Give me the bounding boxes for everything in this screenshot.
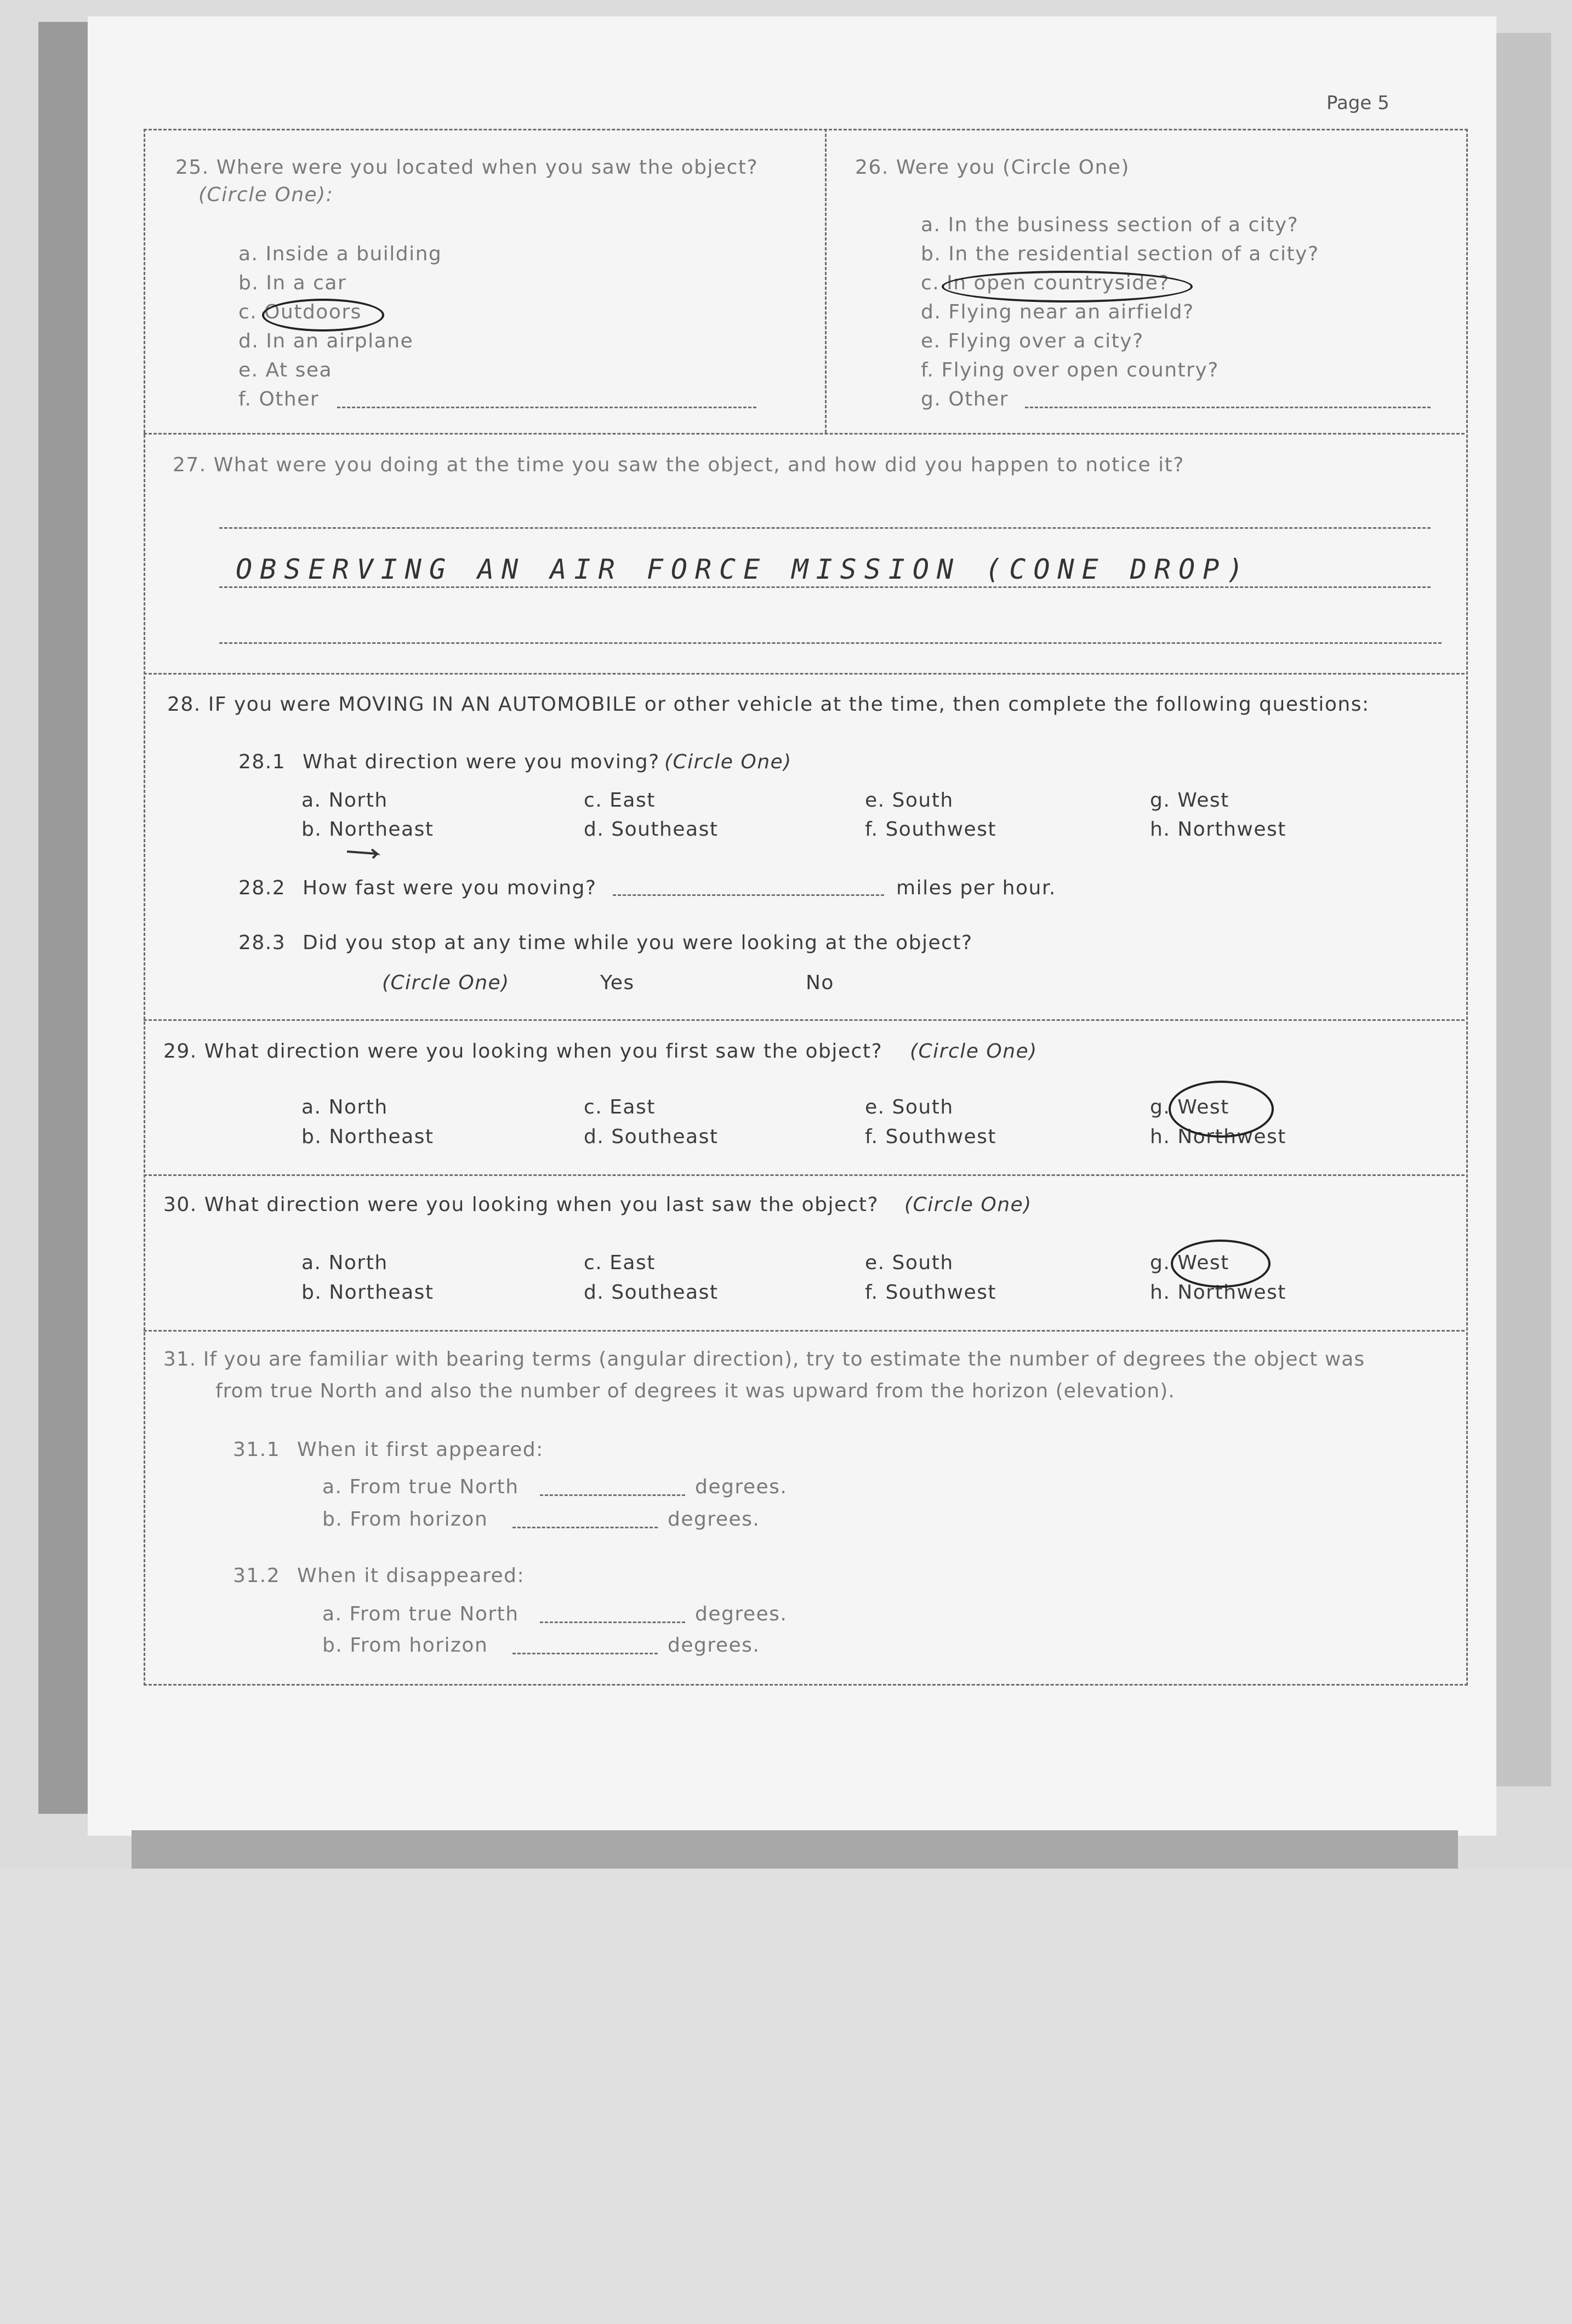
q29-text: 29. What direction were you looking when you first saw the object? <box>163 1040 883 1063</box>
q28-2-speed-field[interactable] <box>613 894 884 896</box>
q27-text: 27. What were you doing at the time you saw the object, and how did you happen to notice it? <box>173 454 1184 476</box>
q31-1-north-field[interactable] <box>540 1494 685 1496</box>
q31-2-horizon-label: b. From horizon <box>322 1634 488 1657</box>
q27-line-3 <box>219 642 1442 644</box>
divider-q27 <box>144 433 1465 435</box>
q28-1-option-b[interactable]: b. Northeast <box>301 818 434 841</box>
q31-text-line-2: from true North and also the number of degrees it was upward from the horizon (elevation). <box>215 1380 1175 1402</box>
q28-1-option-d[interactable]: d. Southeast <box>584 818 719 841</box>
q28-2-label: 28.2 <box>238 877 286 899</box>
q31-2-text: When it disappeared: <box>297 1564 525 1587</box>
q25-other-field[interactable] <box>337 407 756 408</box>
page-number: Page 5 <box>1326 92 1389 114</box>
q27-handwritten-answer[interactable]: OBSERVING AN AIR FORCE MISSION (CONE DROP) <box>236 553 1251 585</box>
divider-q25-q26 <box>825 129 827 433</box>
q29-option-h[interactable]: h. Northwest <box>1150 1126 1286 1148</box>
q28-1-instruction: (Circle One) <box>664 751 792 773</box>
q26-option-c[interactable]: c. In open countryside? <box>921 272 1170 294</box>
q28-1-option-a[interactable]: a. North <box>301 789 388 812</box>
divider-q30 <box>144 1174 1465 1176</box>
q26-option-b[interactable]: b. In the residential section of a city? <box>921 243 1319 265</box>
q25-instruction: (Circle One): <box>198 184 334 206</box>
q25-answer-circle <box>262 299 384 332</box>
q31-1-north-label: a. From true North <box>322 1476 519 1498</box>
q29-option-d[interactable]: d. Southeast <box>584 1126 719 1148</box>
divider-q28 <box>144 673 1465 675</box>
q29-option-e[interactable]: e. South <box>865 1096 954 1118</box>
q31-1-horizon-label: b. From horizon <box>322 1508 488 1531</box>
q29-option-c[interactable]: c. East <box>584 1096 656 1118</box>
q31-1-north-unit: degrees. <box>695 1476 788 1498</box>
q31-2-north-field[interactable] <box>540 1621 685 1623</box>
q26-text: 26. Were you (Circle One) <box>855 156 1130 179</box>
q31-2-north-unit: degrees. <box>695 1603 788 1625</box>
divider-q29 <box>144 1019 1465 1021</box>
q27-line-1 <box>219 527 1431 529</box>
q30-instruction: (Circle One) <box>904 1194 1032 1216</box>
q25-option-a[interactable]: a. Inside a building <box>238 243 442 265</box>
q28-3-label: 28.3 <box>238 932 286 954</box>
q25-option-c[interactable]: c. Outdoors <box>238 301 362 323</box>
q31-2-horizon-field[interactable] <box>512 1653 658 1654</box>
q31-2-north-label: a. From true North <box>322 1603 519 1625</box>
q29-option-g[interactable]: g. West <box>1150 1096 1229 1118</box>
q28-1-option-f[interactable]: f. Southwest <box>865 818 997 841</box>
q28-text: 28. IF you were MOVING IN AN AUTOMOBILE or other vehicle at the time, then complete the following questions: <box>167 693 1370 716</box>
q25-option-e[interactable]: e. At sea <box>238 359 333 381</box>
q31-1-horizon-unit: degrees. <box>668 1508 760 1531</box>
q28-2-text: How fast were you moving? <box>303 877 597 899</box>
q31-1-label: 31.1 <box>233 1438 281 1461</box>
q30-option-c[interactable]: c. East <box>584 1252 656 1274</box>
q28-1-option-c[interactable]: c. East <box>584 789 656 812</box>
q28-3-yes[interactable]: Yes <box>600 972 635 994</box>
q30-option-e[interactable]: e. South <box>865 1252 954 1274</box>
q28-1-text: What direction were you moving? <box>303 751 660 773</box>
q29-option-f[interactable]: f. Southwest <box>865 1126 997 1148</box>
q25-option-d[interactable]: d. In an airplane <box>238 330 414 352</box>
q30-text: 30. What direction were you looking when you last saw the object? <box>163 1194 879 1216</box>
q26-option-d[interactable]: d. Flying near an airfield? <box>921 301 1194 323</box>
q31-1-text: When it first appeared: <box>297 1438 544 1461</box>
q28-3-text: Did you stop at any time while you were looking at the object? <box>303 932 973 954</box>
q25-option-b[interactable]: b. In a car <box>238 272 347 294</box>
q26-other-field[interactable] <box>1025 407 1431 408</box>
q30-answer-circle <box>1171 1240 1271 1288</box>
q31-2-label: 31.2 <box>233 1564 281 1587</box>
scan-lower-area <box>0 1869 1572 2324</box>
q30-option-h[interactable]: h. Northwest <box>1150 1281 1286 1304</box>
scan-shadow-bottom <box>132 1830 1458 1869</box>
q26-option-g[interactable]: g. Other <box>921 388 1009 410</box>
q28-3-no[interactable]: No <box>806 972 834 994</box>
q29-instruction: (Circle One) <box>910 1040 1038 1063</box>
q28-1-label: 28.1 <box>238 751 286 773</box>
scan-shadow-right <box>1496 33 1551 1786</box>
q27-line-2 <box>219 586 1431 588</box>
q28-3-instruction: (Circle One) <box>382 972 510 994</box>
q30-option-d[interactable]: d. Southeast <box>584 1281 719 1304</box>
q29-option-b[interactable]: b. Northeast <box>301 1126 434 1148</box>
q31-2-horizon-unit: degrees. <box>668 1634 760 1657</box>
q29-answer-circle <box>1169 1081 1274 1138</box>
q28-2-suffix: miles per hour. <box>896 877 1056 899</box>
q30-option-g[interactable]: g. West <box>1150 1252 1229 1274</box>
q30-option-a[interactable]: a. North <box>301 1252 388 1274</box>
q31-1-horizon-field[interactable] <box>512 1527 658 1528</box>
q28-1-option-g[interactable]: g. West <box>1150 789 1229 812</box>
q26-option-e[interactable]: e. Flying over a city? <box>921 330 1144 352</box>
q28-1-option-h[interactable]: h. Northwest <box>1150 818 1286 841</box>
pen-mark-icon <box>344 845 394 861</box>
divider-q31 <box>144 1330 1465 1332</box>
q25-option-f[interactable]: f. Other <box>238 388 320 410</box>
q26-option-a[interactable]: a. In the business section of a city? <box>921 214 1299 236</box>
q25-text: 25. Where were you located when you saw the object? <box>175 156 759 179</box>
q29-option-a[interactable]: a. North <box>301 1096 388 1118</box>
q30-option-f[interactable]: f. Southwest <box>865 1281 997 1304</box>
q26-answer-circle <box>942 271 1193 302</box>
q26-option-f[interactable]: f. Flying over open country? <box>921 359 1219 381</box>
q30-option-b[interactable]: b. Northeast <box>301 1281 434 1304</box>
q31-text-line-1: 31. If you are familiar with bearing terms (angular direction), try to estimate the number of degrees the object was <box>163 1348 1365 1371</box>
q28-1-option-e[interactable]: e. South <box>865 789 954 812</box>
